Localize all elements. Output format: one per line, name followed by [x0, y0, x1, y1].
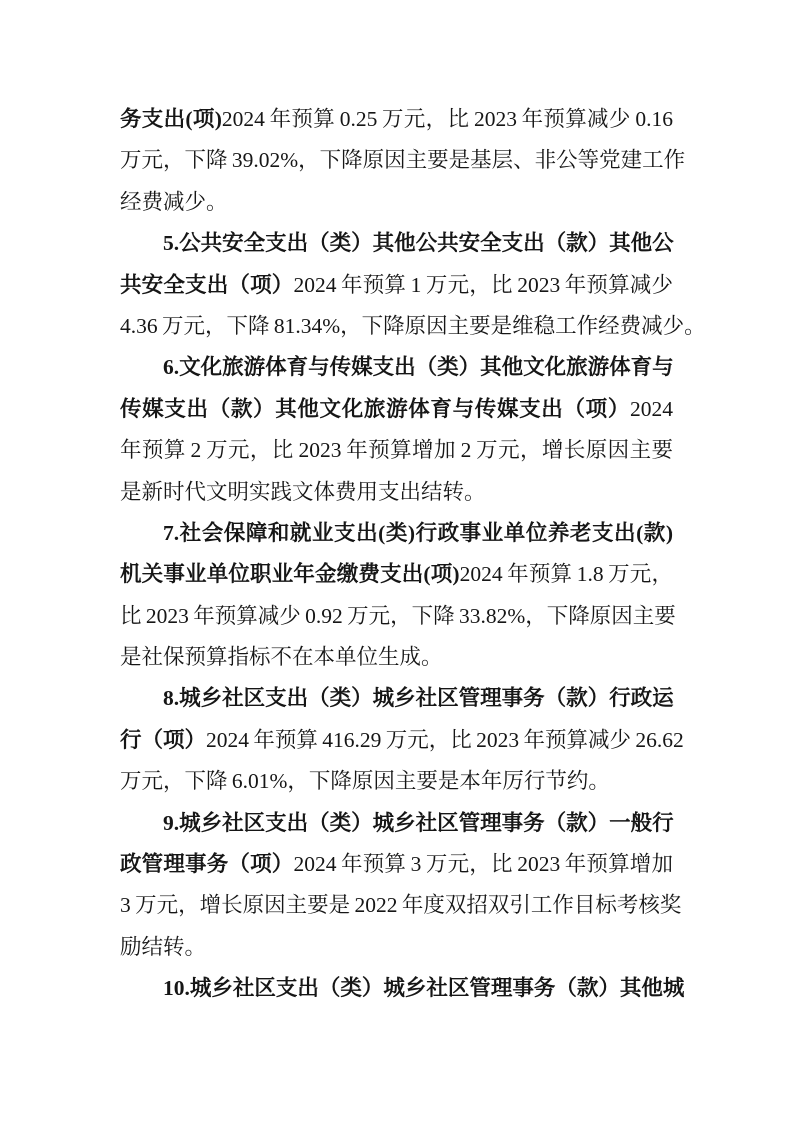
budget-item-heading-segment: 政管理事务（项）	[120, 852, 294, 877]
text-line	[120, 182, 673, 223]
paragraph	[120, 347, 673, 513]
text-line	[120, 554, 673, 595]
text-line	[120, 761, 673, 802]
text-line	[120, 968, 685, 1009]
budget-item-heading-segment: 务支出(项)	[120, 107, 222, 131]
budget-item-heading-segment: 共安全支出（项）	[120, 272, 294, 297]
body-text-segment: 年预算 2 万元，比 2023 年预算增加 2 万元，增长原因主要	[120, 438, 673, 463]
budget-item-heading-segment: 10.城乡社区支出（类）城乡社区管理事务（款）其他城	[163, 976, 685, 1001]
body-text-segment: 是社保预算指标不在本单位生成。	[120, 645, 443, 670]
paragraph	[120, 678, 684, 802]
text-line	[120, 803, 673, 844]
body-text-segment: 经费减少。	[120, 189, 228, 214]
body-text-segment: 2024 年预算 416.29 万元，比 2023 年预算减少 26.62	[206, 727, 684, 752]
budget-item-heading-segment: 行（项）	[120, 727, 207, 752]
body-text-segment: 是新时代文明实践文体费用支出结转。	[120, 479, 486, 504]
document-body	[120, 99, 706, 1010]
paragraph	[120, 223, 706, 347]
text-line	[120, 513, 673, 554]
body-text-segment: 万元，下降 6.01%，下降原因主要是本年厉行节约。	[120, 769, 610, 794]
text-line	[120, 927, 673, 968]
paragraph	[120, 513, 676, 679]
text-line	[120, 223, 673, 264]
text-line	[120, 347, 673, 388]
budget-item-heading-segment: 传媒支出（款）其他文化旅游体育与传媒支出（项）	[120, 396, 630, 421]
paragraph	[120, 968, 685, 1009]
text-line	[120, 472, 673, 513]
text-line	[120, 844, 673, 885]
text-line	[120, 720, 684, 761]
body-text-segment: 2024 年预算 1 万元，比 2023 年预算减少	[293, 272, 673, 297]
text-line	[120, 596, 676, 637]
body-text-segment: 4.36 万元，下降 81.34%，下降原因主要是维稳工作经费减少。	[120, 313, 706, 338]
text-line	[120, 885, 682, 926]
text-line	[120, 99, 673, 140]
budget-item-heading-segment: 9.城乡社区支出（类）城乡社区管理事务（款）一般行	[163, 810, 674, 835]
text-line	[120, 637, 673, 678]
budget-item-heading-segment: 7.社会保障和就业支出(类)行政事业单位养老支出(款)	[163, 520, 673, 545]
body-text-segment: 万元，下降 39.02%，下降原因主要是基层、非公等党建工作	[120, 148, 686, 173]
body-text-segment: 2024 年预算 1.8 万元，	[459, 562, 673, 587]
text-line	[120, 306, 706, 347]
budget-item-heading-segment: 8.城乡社区支出（类）城乡社区管理事务（款）行政运	[163, 686, 674, 711]
body-text-segment: 2024 年预算 0.25 万元，比 2023 年预算减少 0.16	[221, 107, 673, 131]
text-line	[120, 678, 673, 719]
body-text-segment: 2024 年预算 3 万元，比 2023 年预算增加	[293, 852, 673, 877]
body-text-segment: 3 万元，增长原因主要是 2022 年度双招双引工作目标考核奖	[120, 893, 682, 918]
text-line	[120, 389, 673, 430]
body-text-segment: 比 2023 年预算减少 0.92 万元，下降 33.82%，下降原因主要	[120, 603, 676, 628]
budget-item-heading-segment: 5.公共安全支出（类）其他公共安全支出（款）其他公	[163, 231, 674, 256]
body-text-segment: 励结转。	[120, 934, 207, 959]
text-line	[120, 265, 673, 306]
paragraph	[120, 99, 686, 223]
paragraph	[120, 803, 682, 969]
text-line	[120, 430, 673, 471]
text-line	[120, 140, 686, 181]
body-text-segment: 2024	[630, 396, 673, 421]
budget-item-heading-segment: 6.文化旅游体育与传媒支出（类）其他文化旅游体育与	[163, 355, 674, 380]
budget-item-heading-segment: 机关事业单位职业年金缴费支出(项)	[120, 562, 460, 587]
